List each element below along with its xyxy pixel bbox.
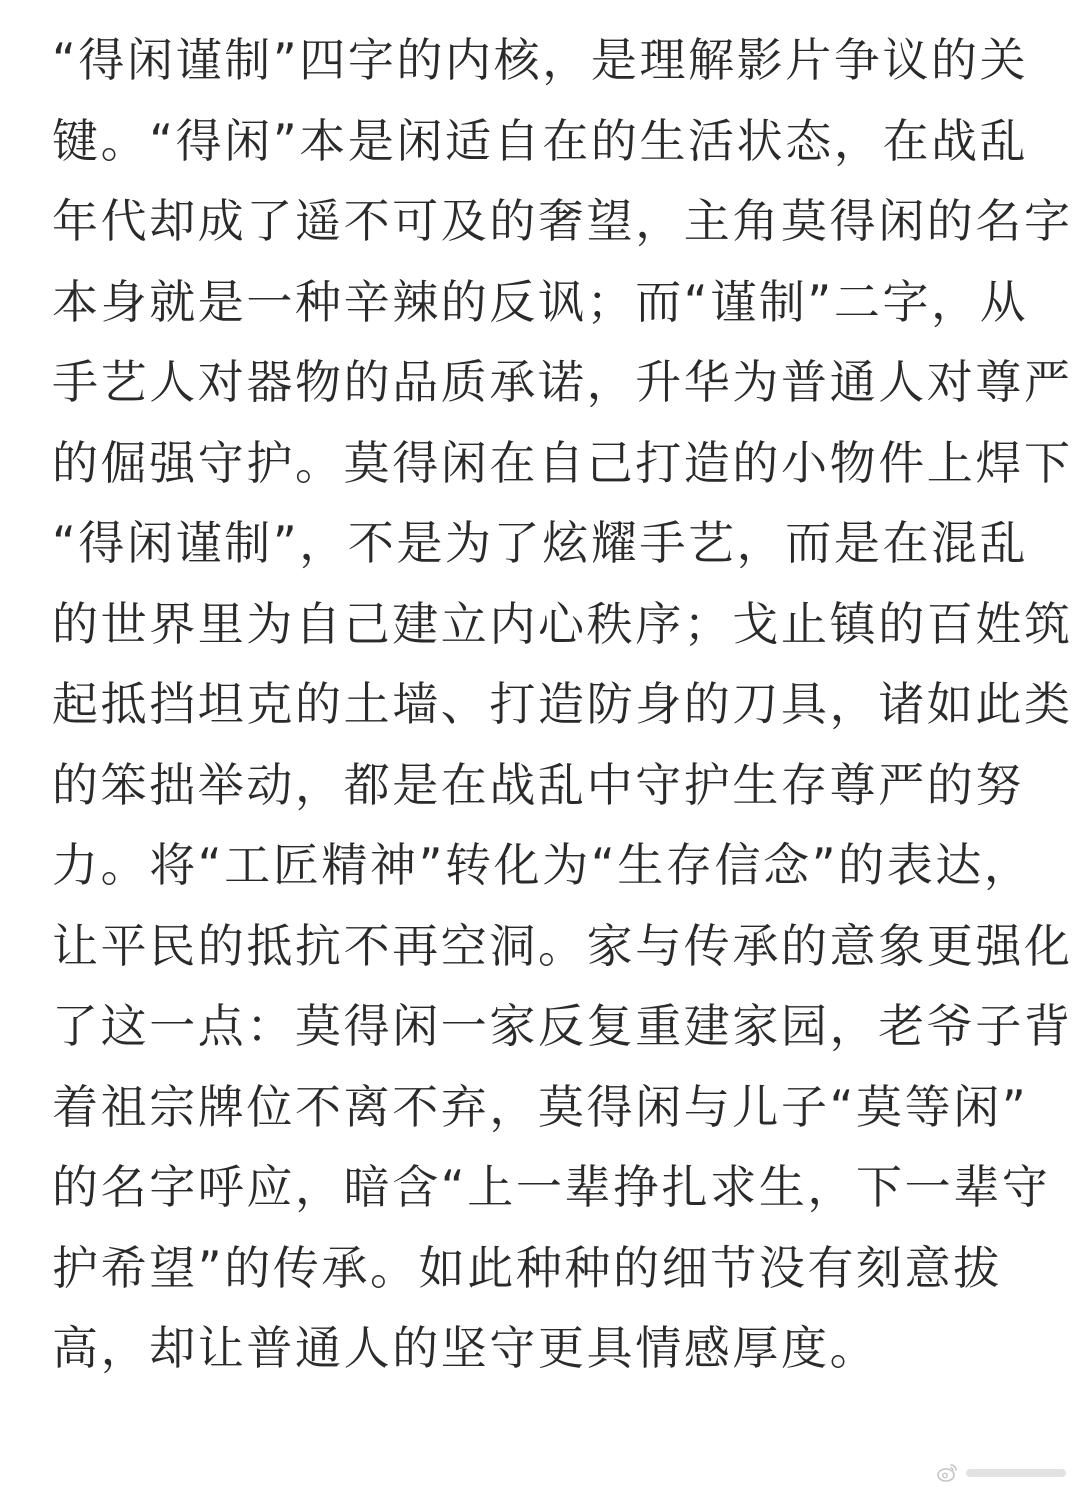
text-line-13: 了这一点：莫得闲一家反复重建家园，老爷子背	[52, 999, 1073, 1053]
text-line-11: 力。将“工匠精神”转化为“生存信念”的表达，	[52, 838, 1033, 892]
text-line-9: 起抵挡坦克的土墙、打造防身的刀具，诸如此类	[52, 677, 1073, 731]
text-line-15: 的名字呼应，暗含“上一辈挣扎求生，下一辈守	[52, 1160, 1051, 1214]
text-line-10: 的笨拙举动，都是在战乱中守护生存尊严的努	[52, 757, 1024, 812]
weibo-logo-icon	[936, 1461, 960, 1485]
text-line-4: 本身就是一种辛辣的反讽；而“谨制”二字，从	[52, 274, 1029, 329]
text-line-1: “得闲谨制”四字的内核，是理解影片争议的关	[52, 33, 1029, 87]
article-body	[52, 20, 1073, 1389]
text-line-12: 让平民的抵抗不再空洞。家与传承的意象更强化	[52, 918, 1073, 973]
text-line-14: 着祖宗牌位不离不弃，莫得闲与儿子“莫等闲”	[52, 1079, 1029, 1134]
text-line-5: 手艺人对器物的品质承诺，升华为普通人对尊严	[52, 355, 1073, 409]
text-line-8: 的世界里为自己建立内心秩序；戈止镇的百姓筑	[52, 596, 1073, 651]
text-line-3: 年代却成了遥不可及的奢望，主角莫得闲的名字	[52, 194, 1073, 248]
watermark-username-obscured	[966, 1466, 1066, 1480]
text-line-2: 键。“得闲”本是闲适自在的生活状态，在战乱	[52, 113, 1029, 168]
text-line-16: 护希望”的传承。如此种种的细节没有刻意拔	[52, 1240, 1002, 1295]
text-line-7: “得闲谨制”，不是为了炫耀手艺，而是在混乱	[52, 516, 1029, 570]
watermark	[936, 1459, 1066, 1487]
text-line-6: 的倔强守护。莫得闲在自己打造的小物件上焊下	[52, 435, 1073, 490]
text-line-17: 高，却让普通人的坚守更具情感厚度。	[52, 1321, 879, 1375]
